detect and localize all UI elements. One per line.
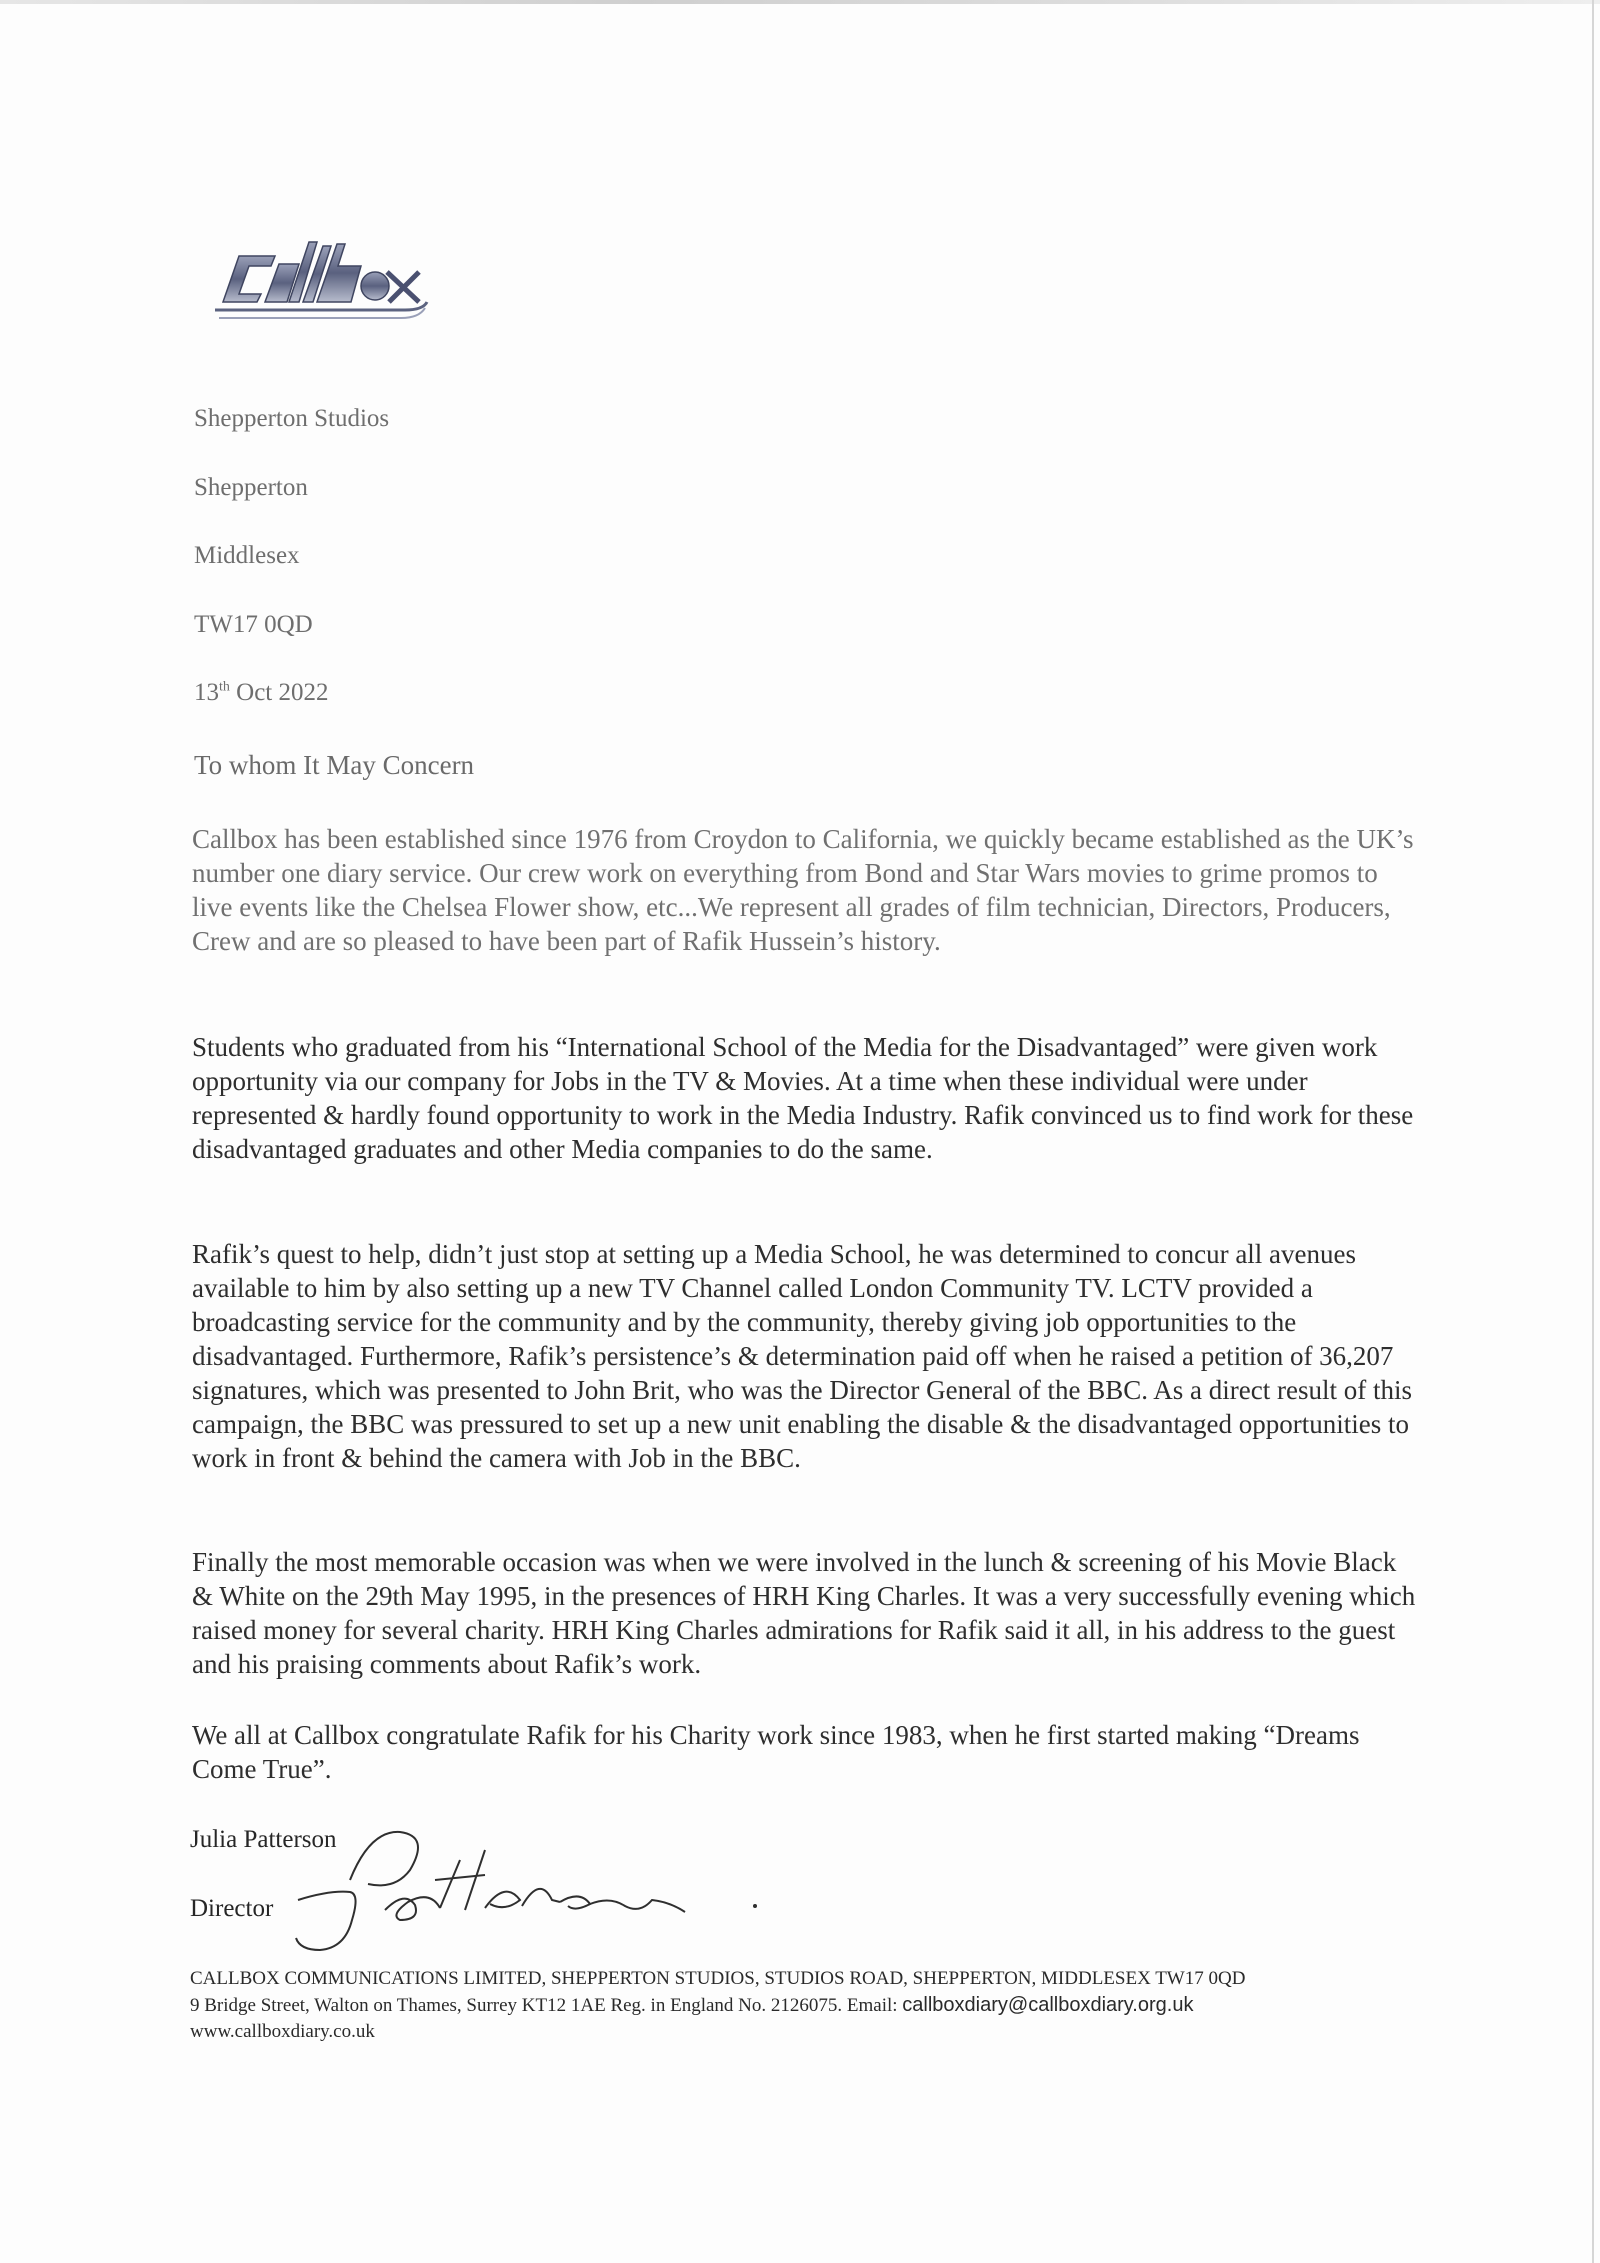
signature-text: J Patterson (290, 1820, 295, 1821)
address-line-2: Shepperton (194, 474, 308, 501)
letter-date (194, 678, 329, 708)
callbox-logo (205, 232, 430, 327)
handwritten-signature (290, 1820, 770, 1960)
address-line-1: Shepperton Studios (194, 405, 390, 432)
footer-website: www.callboxdiary.co.uk (190, 2021, 375, 2042)
footer-registered-office (190, 1992, 1490, 2019)
footer-registration: 9 Bridge Street, Walton on Thames, Surrey KT12 1AE Reg. in England No. 2126075. Email: (190, 1995, 903, 2016)
signatory-name: Julia Patterson (190, 1826, 337, 1853)
scan-edge-right (1592, 0, 1594, 2263)
paragraph-5: We all at Callbox congratulate Rafik for his Charity work since 1983, when he first started making “Dreams Come True”. (192, 1720, 1360, 1784)
paragraph-1: Callbox has been established since 1976 from Croydon to California, we quickly became established as the UK’s number one diary service. Our crew work on everything from Bond and Star Wars movies to grime promos to live events like the Chelsea Flower show, etc...We represent all grades of film technician, Directors, Producers, Crew and are so pleased to have been part of Rafik Hussein’s history. (192, 824, 1414, 956)
date-day: 13 (194, 679, 219, 706)
scan-edge-top (0, 0, 1600, 4)
letter-footer (190, 1966, 1490, 2045)
paragraph-3: Rafik’s quest to help, didn’t just stop at setting up a Media School, he was determined to concur all avenues available to him by also setting up a new TV Channel called London Community TV. LCTV provided a broadcasting service for the community and by the community, thereby giving job opportunities to the disadvantaged. Furthermore, Rafik’s persistence’s & determination paid off when he raised a petition of 36,207 signatures, which was presented to John Brit, who was the Director General of the BBC. As a direct result of this campaign, the BBC was pressured to set up a new unit enabling the disable & the disadvantaged opportunities to work in front & behind the camera with Job in the BBC. (192, 1239, 1412, 1473)
paragraph-2: Students who graduated from his “International School of the Media for the Disadvantaged” were given work opportunity via our company for Jobs in the TV & Movies. At a time when these individual were under represented & hardly found opportunity to work in the Media Industry. Rafik convinced us to find work for these disadvantaged graduates and other Media companies to do the same. (192, 1032, 1414, 1164)
logo-text: Callbox (205, 232, 209, 233)
footer-email: callboxdiary@callboxdiary.org.uk (902, 1994, 1194, 2016)
salutation: To whom It May Concern (194, 750, 475, 780)
footer-company-address: CALLBOX COMMUNICATIONS LIMITED, SHEPPERTON STUDIOS, STUDIOS ROAD, SHEPPERTON, MIDDLESEX TW17 0QD (190, 1968, 1246, 1989)
signatory-title: Director (190, 1895, 274, 1922)
date-suffix: th (219, 679, 230, 695)
address-line-3: Middlesex (194, 542, 300, 569)
address-line-4: TW17 0QD (194, 611, 313, 638)
date-rest: Oct 2022 (229, 679, 329, 706)
paragraph-4: Finally the most memorable occasion was when we were involved in the lunch & screening of his Movie Black & White on the 29th May 1995, in the presences of HRH King Charles. It was a very successfully evening which raised money for several charity. HRH King Charles admirations for Rafik said it all, in his address to the guest and his praising comments about Rafik’s work. (192, 1547, 1416, 1679)
